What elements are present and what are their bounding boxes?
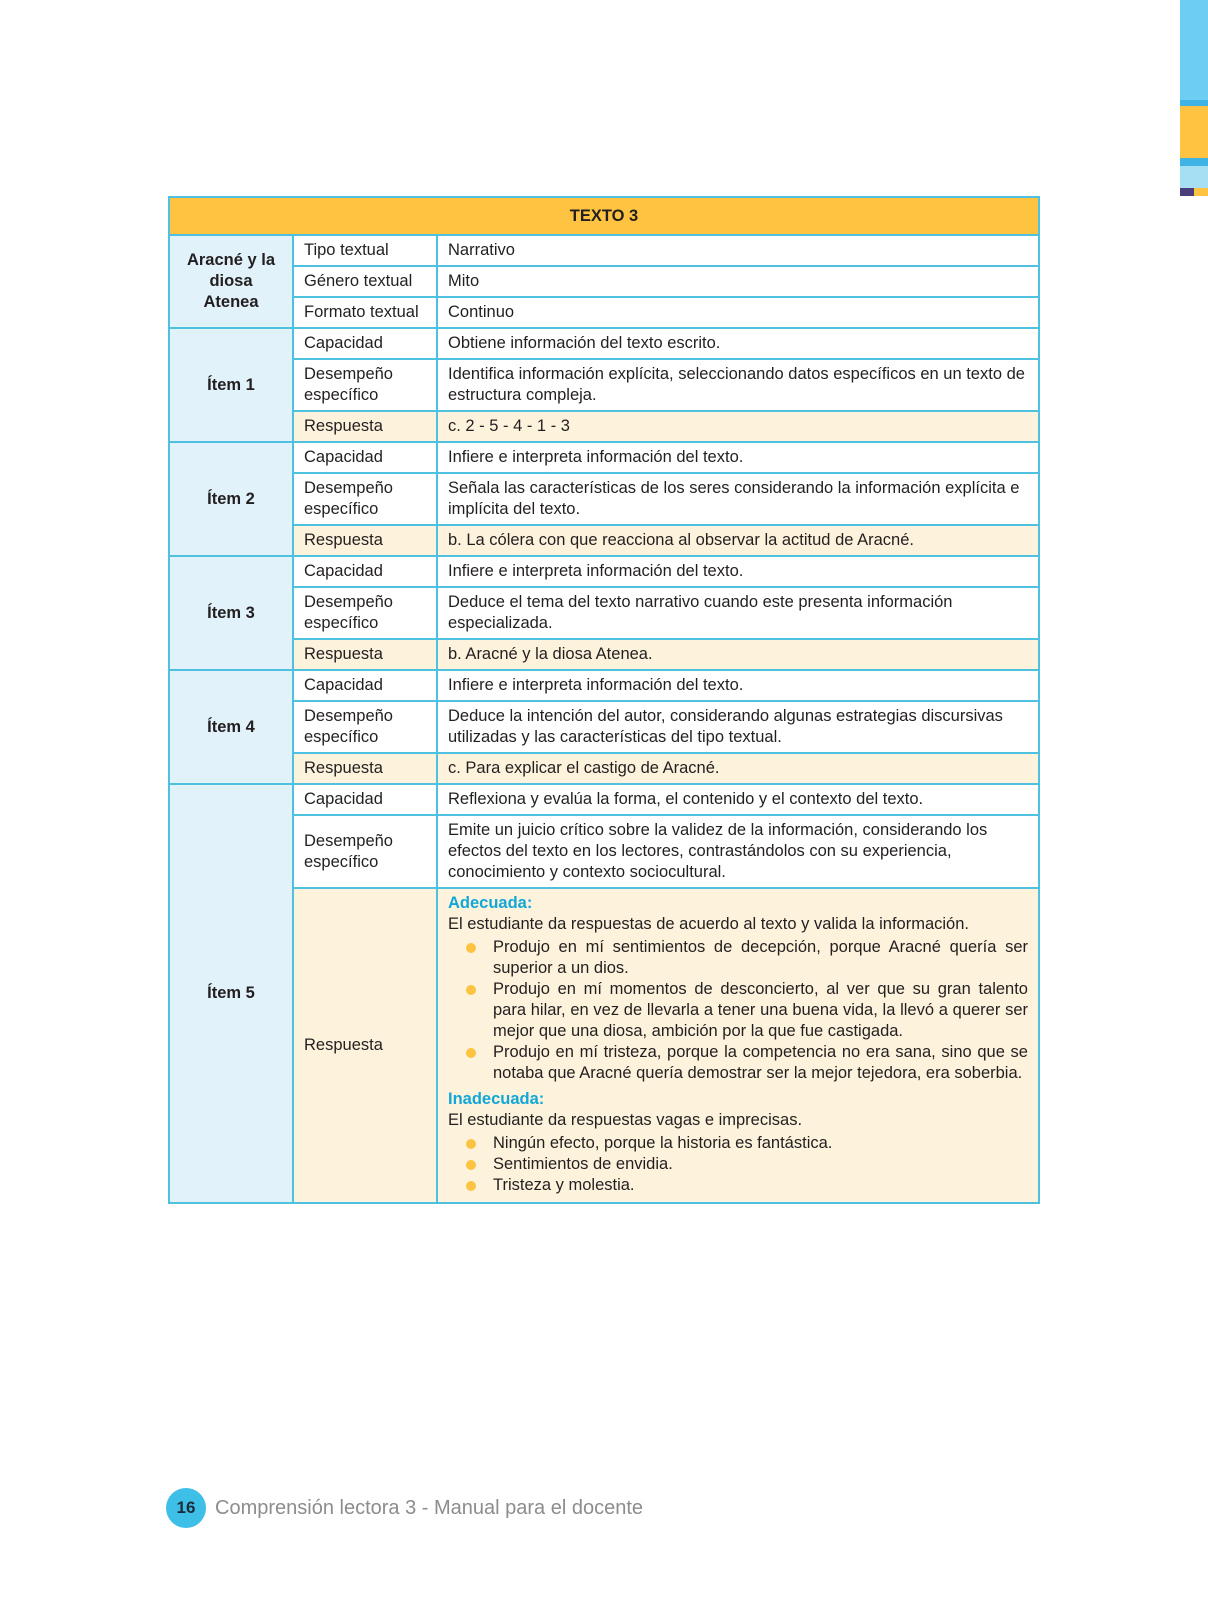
table-row <box>169 442 1039 473</box>
desempeno-value: Identifica información explícita, seleccionando datos específicos en un texto de estructura compleja. <box>437 359 1039 411</box>
row-label: Tipo textual <box>293 235 437 266</box>
desempeno-label: Desempeño específico <box>293 359 437 411</box>
capacidad-label: Capacidad <box>293 328 437 359</box>
adecuada-list <box>448 937 1028 1084</box>
desempeno-value: Emite un juicio crítico sobre la validez de la información, considerando los efectos del texto en los lectores, contrastándolos con su experiencia, conocimiento y contexto sociocultural. <box>437 815 1039 888</box>
table-row <box>169 328 1039 359</box>
table-row <box>169 525 1039 556</box>
table-row <box>169 297 1039 328</box>
row-label: Formato textual <box>293 297 437 328</box>
list-item: Sentimientos de envidia. <box>493 1154 1028 1175</box>
table-row <box>169 266 1039 297</box>
list-item: Ningún efecto, porque la historia es fantástica. <box>493 1133 1028 1154</box>
capacidad-label: Capacidad <box>293 556 437 587</box>
table-row <box>169 359 1039 411</box>
desempeno-label: Desempeño específico <box>293 701 437 753</box>
row-value: Narrativo <box>437 235 1039 266</box>
table-row <box>169 815 1039 888</box>
rubric-table <box>168 196 1040 1204</box>
table-row <box>169 235 1039 266</box>
row-value: Mito <box>437 266 1039 297</box>
respuesta-value: c. 2 - 5 - 4 - 1 - 3 <box>437 411 1039 442</box>
capacidad-value: Infiere e interpreta información del texto. <box>437 556 1039 587</box>
page-number-badge: 16 <box>166 1488 206 1528</box>
table-row <box>169 670 1039 701</box>
inadecuada-intro: El estudiante da respuestas vagas e imprecisas. <box>448 1111 803 1129</box>
capacidad-value: Infiere e interpreta información del texto. <box>437 442 1039 473</box>
desempeno-value: Señala las características de los seres considerando la información explícita e implícita del texto. <box>437 473 1039 525</box>
table-row <box>169 753 1039 784</box>
capacidad-value: Obtiene información del texto escrito. <box>437 328 1039 359</box>
respuesta-value: b. La cólera con que reacciona al observar la actitud de Aracné. <box>437 525 1039 556</box>
page-footer <box>166 1488 643 1528</box>
table-row <box>169 784 1039 815</box>
respuesta-value: c. Para explicar el castigo de Aracné. <box>437 753 1039 784</box>
capacidad-value: Reflexiona y evalúa la forma, el contenido y el contexto del texto. <box>437 784 1039 815</box>
item-name: Ítem 4 <box>169 670 293 784</box>
respuesta-label: Respuesta <box>293 753 437 784</box>
desempeno-label: Desempeño específico <box>293 815 437 888</box>
capacidad-label: Capacidad <box>293 784 437 815</box>
edge-decoration <box>1180 0 1208 200</box>
desempeno-label: Desempeño específico <box>293 587 437 639</box>
list-item: Produjo en mí tristeza, porque la competencia no era sana, sino que se notaba que Aracné quería demostrar ser la mejor tejedora, era soberbia. <box>493 1043 1028 1082</box>
row-label: Género textual <box>293 266 437 297</box>
book-title: Comprensión lectora 3 - Manual para el docente <box>215 1496 644 1519</box>
item-name: Ítem 2 <box>169 442 293 556</box>
desempeno-value: Deduce el tema del texto narrativo cuando este presenta información especializada. <box>437 587 1039 639</box>
respuesta-label: Respuesta <box>293 411 437 442</box>
capacidad-label: Capacidad <box>293 442 437 473</box>
respuesta-label: Respuesta <box>293 639 437 670</box>
desempeno-label: Desempeño específico <box>293 473 437 525</box>
inadecuada-title: Inadecuada: <box>448 1090 545 1108</box>
capacidad-label: Capacidad <box>293 670 437 701</box>
adecuada-title: Adecuada: <box>448 894 533 912</box>
table-row <box>169 701 1039 753</box>
row-value: Continuo <box>437 297 1039 328</box>
table-row <box>169 556 1039 587</box>
respuesta-label: Respuesta <box>293 525 437 556</box>
table-row <box>169 587 1039 639</box>
table-row <box>169 411 1039 442</box>
inadecuada-list <box>448 1133 1028 1196</box>
title-row <box>169 197 1039 235</box>
adecuada-intro: El estudiante da respuestas de acuerdo al texto y valida la información. <box>448 915 969 933</box>
table-row <box>169 888 1039 1203</box>
table-title: TEXTO 3 <box>169 197 1039 235</box>
list-item: Produjo en mí momentos de desconcierto, al ver que su gran talento para hilar, en vez de llevarla a tener una buena vida, la llevó a querer ser mejor que una diosa, ambición por la que fue castigada. <box>493 980 1028 1040</box>
respuesta-value <box>437 888 1039 1203</box>
table-row <box>169 639 1039 670</box>
respuesta-label: Respuesta <box>293 888 437 1203</box>
table-row <box>169 473 1039 525</box>
respuesta-value: b. Aracné y la diosa Atenea. <box>437 639 1039 670</box>
text-name: Aracné y la diosa Atenea <box>169 235 293 328</box>
list-item: Tristeza y molestia. <box>493 1175 1028 1196</box>
item-name: Ítem 5 <box>169 784 293 1203</box>
capacidad-value: Infiere e interpreta información del texto. <box>437 670 1039 701</box>
item-name: Ítem 1 <box>169 328 293 442</box>
item-name: Ítem 3 <box>169 556 293 670</box>
list-item: Produjo en mí sentimientos de decepción, porque Aracné quería ser superior a un dios. <box>493 938 1028 977</box>
desempeno-value: Deduce la intención del autor, considerando algunas estrategias discursivas utilizadas y las características del tipo textual. <box>437 701 1039 753</box>
